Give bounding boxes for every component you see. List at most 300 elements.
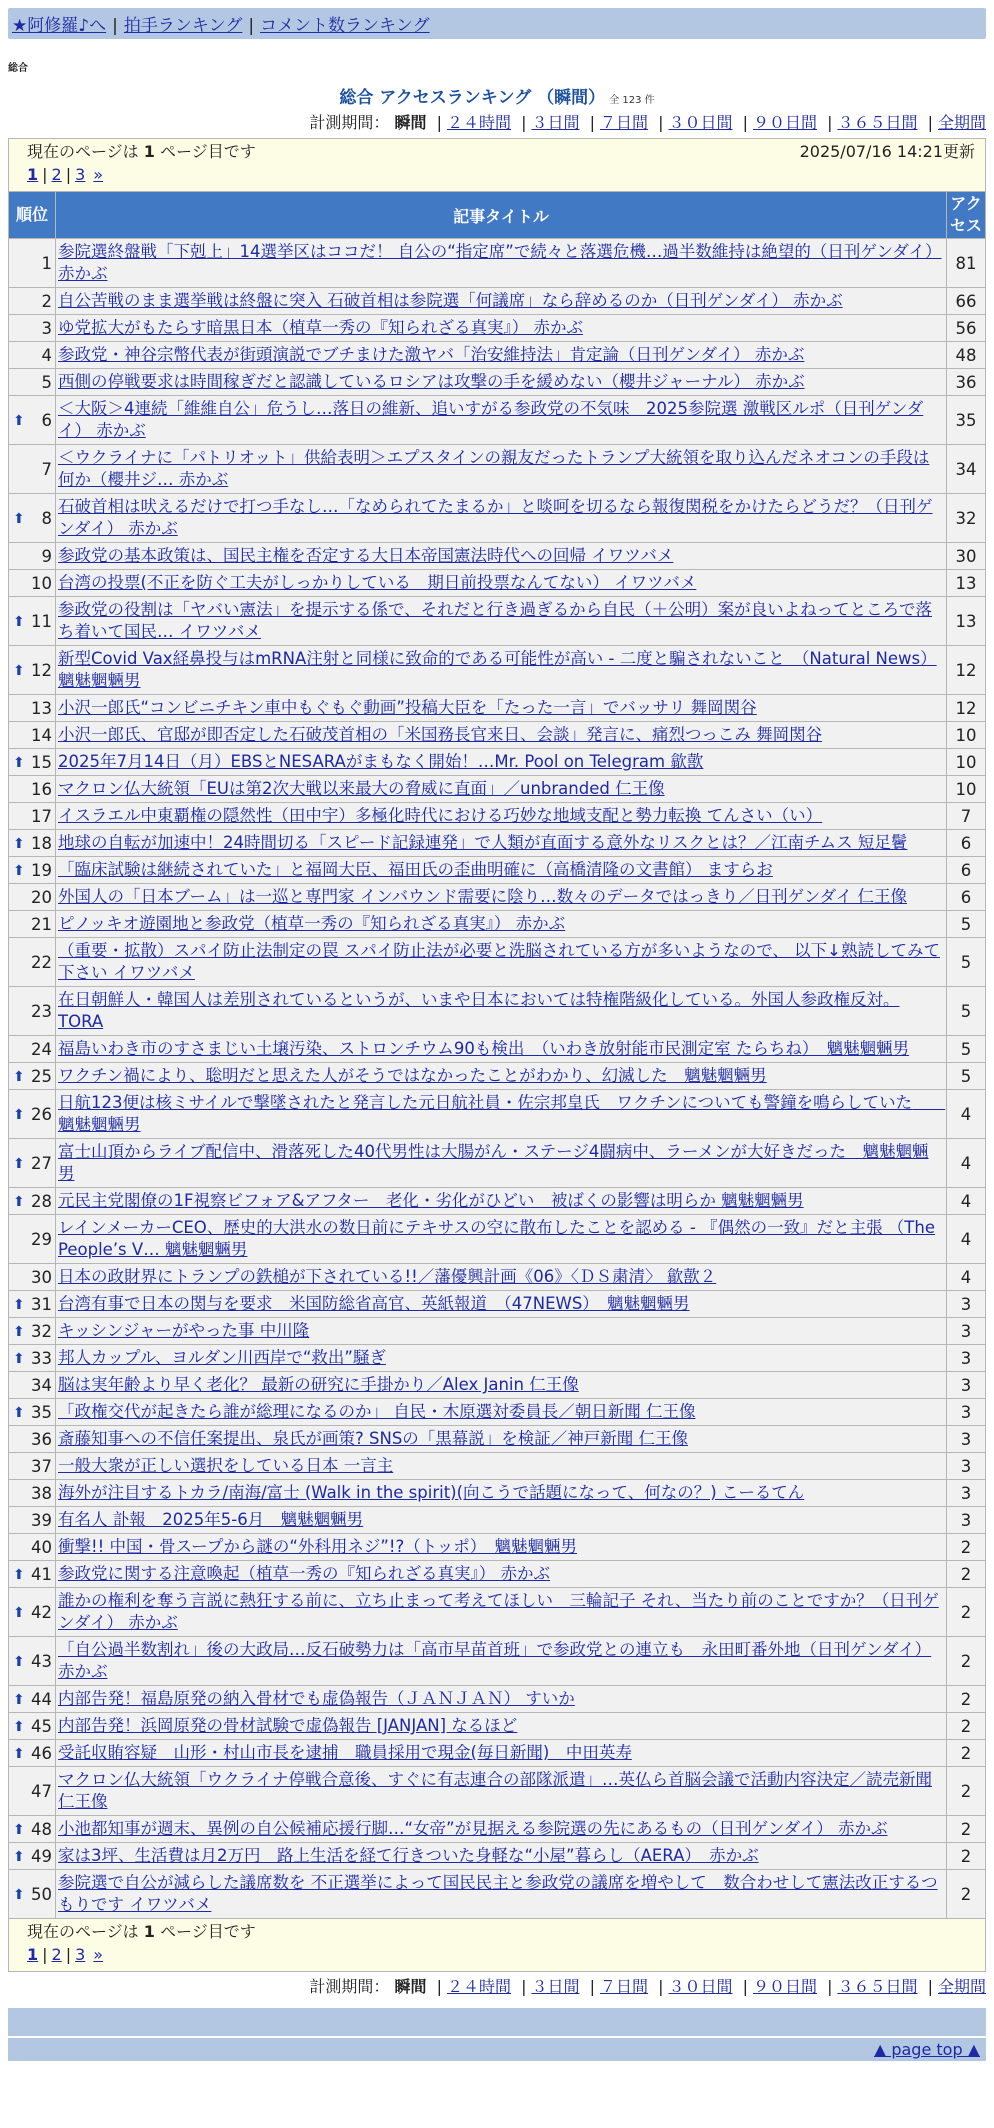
article-link[interactable]: 内部告発！福島原発の納入骨材でも虚偽報告（ＪＡＮＪＡＮ） すいか xyxy=(58,1689,575,1708)
period-link-24h[interactable]: ２４時間 xyxy=(446,1977,511,1996)
article-link[interactable]: 参院選終盤戦「下剋上」14選挙区はココだ！ 自公の“指定席”で続々と落選危機…過半数維持は絶望的（日刊ゲンダイ） 赤かぶ xyxy=(58,242,942,283)
table-row xyxy=(9,857,986,884)
page-link-1[interactable]: 1 xyxy=(27,1945,39,1964)
table-row xyxy=(9,1264,986,1291)
page-title-text: 総合 アクセスランキング （瞬間） xyxy=(339,88,606,108)
article-link[interactable]: 在日朝鮮人・韓国人は差別されているというが、いまや日本においては特権階級化している。外国人参政権反対。 TORA xyxy=(58,990,900,1031)
table-row xyxy=(9,1507,986,1534)
title-cell xyxy=(56,1713,947,1740)
table-row xyxy=(9,494,986,543)
access-count: 32 xyxy=(947,494,986,543)
rank-number: 39 xyxy=(31,1510,52,1530)
article-link[interactable]: 家は3坪、生活費は月2万円 路上生活を経て行きついた身軽な“小屋”暮らし（AERA） 赤かぶ xyxy=(58,1846,759,1865)
total-count: 全 123 件 xyxy=(609,95,655,106)
table-row xyxy=(9,695,986,722)
rank-number: 38 xyxy=(31,1483,52,1503)
access-count: 6 xyxy=(947,830,986,857)
article-link[interactable]: 参政党の基本政策は、国民主権を否定する大日本帝国憲法時代への回帰 イワツバメ xyxy=(58,546,674,565)
rank-number: 42 xyxy=(31,1602,52,1622)
table-row xyxy=(9,1843,986,1870)
access-count: 2 xyxy=(947,1534,986,1561)
rank-number: 28 xyxy=(31,1191,52,1211)
table-row xyxy=(9,1291,986,1318)
period-link-365d[interactable]: ３６５日間 xyxy=(837,113,918,132)
table-row xyxy=(9,938,986,987)
table-row xyxy=(9,1870,986,1919)
article-link[interactable]: 2025年7月14日（月）EBSとNESARAがまもなく開始！…Mr. Pool on Telegram 歙歖 xyxy=(58,752,704,771)
rank-cell xyxy=(9,1264,56,1291)
table-row xyxy=(9,1534,986,1561)
rank-cell xyxy=(9,288,56,315)
rank-cell xyxy=(9,1767,56,1816)
article-link[interactable]: 参政党に関する注意喚起（植草一秀の『知られざる真実』） 赤かぶ xyxy=(58,1564,550,1583)
table-row xyxy=(9,987,986,1036)
article-link[interactable]: 「自公過半数割れ」後の大政局…反石破勢力は「高市早苗首班」で参政党との連立も 永田町番外地（日刊ゲンダイ） 赤かぶ xyxy=(58,1640,932,1681)
article-link[interactable]: 受託収賄容疑 山形・村山市長を逮捕 職員採用で現金(毎日新聞) 中田英寿 xyxy=(58,1743,632,1762)
title-cell xyxy=(56,987,947,1036)
page-link-2[interactable]: 2 xyxy=(51,1945,62,1964)
rank-cell xyxy=(9,445,56,494)
page-top-link[interactable]: ▲ page top ▲ xyxy=(873,2040,980,2059)
article-link[interactable]: 富士山頂からライブ配信中、滑落死した40代男性は大腸がん・ステージ4闘病中、ラーメンが大好きだった 魑魅魍魎男 xyxy=(58,1142,929,1183)
period-label: 計測期間： xyxy=(309,1977,390,1996)
rank-number: 16 xyxy=(31,779,52,799)
access-count: 48 xyxy=(947,342,986,369)
rank-number: 26 xyxy=(31,1104,52,1124)
period-link-all[interactable]: 全期間 xyxy=(937,113,986,132)
page-status: 現在のページは 1 ページ目です xyxy=(27,142,256,161)
rank-cell xyxy=(9,369,56,396)
title-cell xyxy=(56,1090,947,1139)
access-count: 2 xyxy=(947,1686,986,1713)
title-cell xyxy=(56,1561,947,1588)
rank-number: 29 xyxy=(31,1229,52,1249)
pager-top: 現在のページは 1 ページ目です 2025/07/16 14:21更新 1 | 2 | 3 » xyxy=(9,139,986,192)
rank-number: 7 xyxy=(41,459,52,479)
table-row xyxy=(9,1399,986,1426)
rank-cell xyxy=(9,1561,56,1588)
access-count: 2 xyxy=(947,1843,986,1870)
table-row xyxy=(9,369,986,396)
article-link[interactable]: ピノッキオ遊園地と参政党（植草一秀の『知られざる真実』） 赤かぶ xyxy=(58,914,566,933)
col-header-rank: 順位 xyxy=(9,192,56,239)
breadcrumb: 総合 xyxy=(8,63,28,74)
page-link-2[interactable]: 2 xyxy=(51,165,62,184)
title-cell xyxy=(56,1063,947,1090)
ranking-rows xyxy=(9,239,986,1919)
table-row xyxy=(9,1637,986,1686)
article-link[interactable]: マクロン仏大統領「ウクライナ停戦合意後、すぐに有志連合の部隊派遣」…英仏ら首脳会議で活動内容決定／読売新聞 仁王像 xyxy=(58,1770,933,1811)
title-cell xyxy=(56,646,947,695)
rank-cell xyxy=(9,646,56,695)
access-count: 5 xyxy=(947,1036,986,1063)
page-link-3[interactable]: 3 xyxy=(75,1945,86,1964)
access-count: 6 xyxy=(947,884,986,911)
article-link[interactable]: 福島いわき市のすさまじい土壌汚染、ストロンチウム90も検出 （いわき放射能市民測定室 たらちね） 魑魅魍魎男 xyxy=(58,1039,910,1058)
period-link-7d[interactable]: ７日間 xyxy=(599,113,648,132)
period-current: 瞬間 xyxy=(394,113,427,132)
table-row xyxy=(9,1372,986,1399)
period-link-7d[interactable]: ７日間 xyxy=(599,1977,648,1996)
page-link-1[interactable]: 1 xyxy=(27,165,39,184)
title-cell xyxy=(56,1686,947,1713)
rank-cell xyxy=(9,1453,56,1480)
table-row xyxy=(9,315,986,342)
title-cell xyxy=(56,1588,947,1637)
table-row xyxy=(9,1740,986,1767)
article-link[interactable]: 斎藤知事への不信任案提出、泉氏が画策? SNSの「黒幕説」を検証／神戸新聞 仁王像 xyxy=(58,1429,689,1448)
article-link[interactable]: 一般大衆が正しい選択をしている日本 一言主 xyxy=(58,1456,394,1475)
access-count: 12 xyxy=(947,695,986,722)
rank-number: 6 xyxy=(41,410,52,430)
access-count: 30 xyxy=(947,543,986,570)
rank-cell xyxy=(9,1036,56,1063)
title-cell xyxy=(56,938,947,987)
up-arrow-icon: ⬆ xyxy=(13,1566,25,1583)
rank-cell xyxy=(9,1843,56,1870)
article-link[interactable]: 参政党・神谷宗幣代表が街頭演説でブチまけた激ヤバ「治安維持法」肯定論（日刊ゲンダイ） 赤かぶ xyxy=(58,345,805,364)
up-arrow-icon: ⬆ xyxy=(13,1193,25,1210)
title-cell xyxy=(56,911,947,938)
page-next-link[interactable]: » xyxy=(93,1945,104,1964)
rank-number: 32 xyxy=(31,1321,52,1341)
access-count: 5 xyxy=(947,938,986,987)
article-link[interactable]: ＜大阪＞4連続「維維自公」危うし…落日の維新、追いすがる参政党の不気味 2025参院選 激戦区ルポ（日刊ゲンダイ） 赤かぶ xyxy=(58,399,924,440)
table-row xyxy=(9,830,986,857)
rank-number: 30 xyxy=(31,1267,52,1287)
rank-number: 1 xyxy=(41,253,52,273)
title-cell xyxy=(56,288,947,315)
title-cell xyxy=(56,1767,947,1816)
article-link[interactable]: ＜ウクライナに「パトリオット」供給表明＞エプスタインの親友だったトランプ大統領を取り込んだネオコンの手段は何か（櫻井ジ… 赤かぶ xyxy=(58,448,930,489)
access-count: 56 xyxy=(947,315,986,342)
period-current: 瞬間 xyxy=(394,1977,427,1996)
rank-number: 9 xyxy=(41,546,52,566)
rank-cell xyxy=(9,1188,56,1215)
up-arrow-icon: ⬆ xyxy=(13,1323,25,1340)
page-next-link[interactable]: » xyxy=(93,165,104,184)
rank-number: 36 xyxy=(31,1429,52,1449)
access-count: 34 xyxy=(947,445,986,494)
access-count: 4 xyxy=(947,1188,986,1215)
title-cell xyxy=(56,1453,947,1480)
access-count: 3 xyxy=(947,1318,986,1345)
title-cell xyxy=(56,570,947,597)
article-link[interactable]: 元民主党閣僚の1F視察ビフォア&アフター 老化・劣化がひどい 被ばくの影響は明らか 魑魅魍魎男 xyxy=(58,1191,804,1210)
article-link[interactable]: 台湾有事で日本の関与を要求 米国防総省高官、英紙報道 （47NEWS） 魑魅魍魎男 xyxy=(58,1294,690,1313)
title-cell xyxy=(56,1291,947,1318)
article-link[interactable]: ゆ党拡大がもたらす暗黒日本（植草一秀の『知られざる真実』） 赤かぶ xyxy=(58,318,583,337)
article-link[interactable]: 誰かの権利を奪う言説に熱狂する前に、立ち止まって考えてほしい 三輪記子 それ、当たり前のことですか？（日刊ゲンダイ） 赤かぶ xyxy=(58,1591,939,1632)
title-cell xyxy=(56,1215,947,1264)
rank-cell xyxy=(9,695,56,722)
nav-link-clap-ranking[interactable]: 拍手ランキング xyxy=(123,16,243,36)
title-cell xyxy=(56,315,947,342)
title-cell xyxy=(56,857,947,884)
rank-number: 25 xyxy=(31,1066,52,1086)
period-link-90d[interactable]: ９０日間 xyxy=(752,113,817,132)
rank-number: 13 xyxy=(31,698,52,718)
rank-cell xyxy=(9,830,56,857)
access-count: 6 xyxy=(947,857,986,884)
article-link[interactable]: 小沢一郎氏、官邸が即否定した石破茂首相の「米国務長官来日、会談」発言に、痛烈つっこみ 舞岡関谷 xyxy=(58,725,823,744)
access-count: 2 xyxy=(947,1816,986,1843)
table-row xyxy=(9,884,986,911)
access-count: 3 xyxy=(947,1345,986,1372)
rank-number: 35 xyxy=(31,1402,52,1422)
access-count: 3 xyxy=(947,1372,986,1399)
table-row xyxy=(9,239,986,288)
title-cell xyxy=(56,884,947,911)
table-row xyxy=(9,1188,986,1215)
rank-cell xyxy=(9,315,56,342)
title-cell xyxy=(56,1139,947,1188)
nav-separator: | xyxy=(112,16,118,36)
rank-number: 40 xyxy=(31,1537,52,1557)
table-row xyxy=(9,722,986,749)
period-selector-top: 計測期間： 瞬間 | ２４時間 | ３日間 | ７日間 | ３０日間 | ９０日間 | ３６５日間 | 全期間 xyxy=(309,113,986,132)
table-row xyxy=(9,445,986,494)
access-count: 2 xyxy=(947,1713,986,1740)
table-row xyxy=(9,911,986,938)
period-link-30d[interactable]: ３０日間 xyxy=(668,1977,733,1996)
rank-cell xyxy=(9,749,56,776)
rank-number: 4 xyxy=(41,345,52,365)
table-row xyxy=(9,1139,986,1188)
article-link[interactable]: 自公苦戦のまま選挙戦は終盤に突入 石破首相は参院選「何議席」なら辞めるのか（日刊ゲンダイ） 赤かぶ xyxy=(58,291,843,310)
article-link[interactable]: イスラエル中東覇権の隠然性（田中宇）多極化時代における巧妙な地域支配と勢力転換 てんさい（い） xyxy=(58,806,823,825)
up-arrow-icon: ⬆ xyxy=(13,1691,25,1708)
table-row xyxy=(9,1215,986,1264)
page-link-3[interactable]: 3 xyxy=(75,165,86,184)
period-link-90d[interactable]: ９０日間 xyxy=(752,1977,817,1996)
article-link[interactable]: 内部告発！浜岡原発の骨材試験で虚偽報告 [JANJAN] なるほど xyxy=(58,1716,518,1735)
title-cell xyxy=(56,1480,947,1507)
rank-number: 43 xyxy=(31,1651,52,1671)
rank-cell xyxy=(9,239,56,288)
up-arrow-icon: ⬆ xyxy=(13,1106,25,1123)
footer-nav xyxy=(8,2038,986,2061)
rank-cell xyxy=(9,1399,56,1426)
title-cell xyxy=(56,342,947,369)
table-row xyxy=(9,1767,986,1816)
rank-cell xyxy=(9,1139,56,1188)
rank-number: 14 xyxy=(31,725,52,745)
access-count: 12 xyxy=(947,646,986,695)
rank-number: 20 xyxy=(31,887,52,907)
ranking-table xyxy=(8,138,986,1972)
access-count: 35 xyxy=(947,396,986,445)
period-link-3d[interactable]: ３日間 xyxy=(531,1977,580,1996)
up-arrow-icon: ⬆ xyxy=(13,412,25,429)
article-link[interactable]: ワクチン禍により、聡明だと思えた人がそうではなかったことがわかり、幻滅した 魑魅魍魎男 xyxy=(58,1066,767,1085)
rank-cell xyxy=(9,1713,56,1740)
access-count: 2 xyxy=(947,1637,986,1686)
article-link[interactable]: （重要・拡散）スパイ防止法制定の罠 スパイ防止法が必要と洗脳されている方が多いようなので、 以下↓熟読してみて下さい イワツバメ xyxy=(58,941,940,982)
rank-cell xyxy=(9,1507,56,1534)
title-cell xyxy=(56,1870,947,1919)
access-count: 5 xyxy=(947,1063,986,1090)
access-count: 3 xyxy=(947,1399,986,1426)
rank-cell xyxy=(9,938,56,987)
rank-number: 47 xyxy=(31,1781,52,1801)
rank-number: 48 xyxy=(31,1819,52,1839)
access-count: 2 xyxy=(947,1767,986,1816)
up-arrow-icon: ⬆ xyxy=(13,1350,25,1367)
up-arrow-icon: ⬆ xyxy=(13,1296,25,1313)
table-row xyxy=(9,1426,986,1453)
rank-cell xyxy=(9,776,56,803)
rank-number: 24 xyxy=(31,1039,52,1059)
rank-number: 10 xyxy=(31,573,52,593)
rank-number: 5 xyxy=(41,372,52,392)
article-link[interactable]: レインメーカーCEO、歴史的大洪水の数日前にテキサスの空に散布したことを認める - 『偶然の一致』だと主張 （The People’s V… 魑魅魍魎男 xyxy=(58,1218,935,1259)
rank-number: 19 xyxy=(31,860,52,880)
period-link-365d[interactable]: ３６５日間 xyxy=(837,1977,918,1996)
article-link[interactable]: 衝撃!! 中国・骨スープから謎の“外科用ネジ”!?（トッポ） 魑魅魍魎男 xyxy=(58,1537,578,1556)
title-cell xyxy=(56,1188,947,1215)
article-link[interactable]: 日航123便は核ミサイルで撃墜されたと発言した元日航社員・佐宗邦皇氏 ワクチンについても警鐘を鳴らしていた 魑魅魍魎男 xyxy=(58,1093,946,1134)
rank-number: 23 xyxy=(31,1001,52,1021)
article-link[interactable]: 小池都知事が週末、異例の自公候補応援行脚…“女帝”が見据える参院選の先にあるもの（日刊ゲンダイ） 赤かぶ xyxy=(58,1819,888,1838)
article-link[interactable]: 新型Covid Vax経鼻投与はmRNA注射と同様に致命的である可能性が高い - 二度と騙されないこと （Natural News） 魑魅魍魎男 xyxy=(58,649,937,690)
title-cell xyxy=(56,1843,947,1870)
access-count: 10 xyxy=(947,749,986,776)
rank-number: 37 xyxy=(31,1456,52,1476)
article-link[interactable]: 台湾の投票(不正を防ぐ工夫がしっかりしている 期日前投票なんてない） イワツバメ xyxy=(58,573,697,592)
article-link[interactable]: 西側の停戦要求は時間稼ぎだと認識しているロシアは攻撃の手を緩めない（櫻井ジャーナル） 赤かぶ xyxy=(58,372,805,391)
rank-number: 34 xyxy=(31,1375,52,1395)
title-cell xyxy=(56,1740,947,1767)
up-arrow-icon: ⬆ xyxy=(13,1653,25,1670)
title-cell xyxy=(56,722,947,749)
nav-link-home[interactable]: ★阿修羅♪へ xyxy=(12,16,107,36)
up-arrow-icon: ⬆ xyxy=(13,510,25,527)
article-link[interactable]: 日本の政財界にトランプの鉄槌が下されている!!／藩優興計画《06》〈ＤＳ粛清〉 歙歖２ xyxy=(58,1267,717,1286)
article-link[interactable]: 「臨床試験は継続されていた」と福岡大臣、福田氏の歪曲明確に（高橋清隆の文書館） ますらお xyxy=(58,860,773,879)
access-count: 81 xyxy=(947,239,986,288)
up-arrow-icon: ⬆ xyxy=(13,754,25,771)
rank-cell xyxy=(9,1372,56,1399)
rank-cell xyxy=(9,342,56,369)
article-link[interactable]: 邦人カップル、ヨルダン川西岸で“救出”騒ぎ xyxy=(58,1348,386,1367)
table-row xyxy=(9,646,986,695)
article-link[interactable]: 参政党の役割は「ヤバい憲法」を提示する係で、それだと行き過ぎるから自民（＋公明）案が良いよねってところで落ち着いて国民… イワツバメ xyxy=(58,600,933,641)
rank-cell xyxy=(9,857,56,884)
title-cell xyxy=(56,1399,947,1426)
access-count: 4 xyxy=(947,1139,986,1188)
access-count: 5 xyxy=(947,987,986,1036)
period-link-all[interactable]: 全期間 xyxy=(937,1977,986,1996)
article-link[interactable]: 外国人の「日本ブーム」は一巡と専門家 インバウンド需要に陰り…数々のデータではっきり／日刊ゲンダイ 仁王像 xyxy=(58,887,908,906)
table-row xyxy=(9,749,986,776)
rank-cell xyxy=(9,396,56,445)
article-link[interactable]: 「政権交代が起きたら誰が総理になるのか」 自民・木原選対委員長／朝日新聞 仁王像 xyxy=(58,1402,696,1421)
table-row xyxy=(9,288,986,315)
table-row xyxy=(9,396,986,445)
title-cell xyxy=(56,1264,947,1291)
title-cell xyxy=(56,543,947,570)
rank-cell xyxy=(9,543,56,570)
article-link[interactable]: 有名人 訃報 2025年5-6月 魑魅魍魎男 xyxy=(58,1510,364,1529)
access-count: 3 xyxy=(947,1480,986,1507)
title-cell xyxy=(56,1816,947,1843)
access-count: 13 xyxy=(947,597,986,646)
table-row xyxy=(9,1480,986,1507)
rank-number: 17 xyxy=(31,806,52,826)
nav-link-comment-ranking[interactable]: コメント数ランキング xyxy=(260,16,430,36)
period-selector-bottom: 計測期間： 瞬間 | ２４時間 | ３日間 | ７日間 | ３０日間 | ９０日間 | ３６５日間 | 全期間 xyxy=(309,1977,986,1996)
up-arrow-icon: ⬆ xyxy=(13,1718,25,1735)
rank-number: 33 xyxy=(31,1348,52,1368)
access-count: 3 xyxy=(947,1507,986,1534)
col-header-access: アクセス xyxy=(947,192,986,239)
article-link[interactable]: 海外が注目するトカラ/南海/富士 (Walk in the spirit)(向こうで話題になって、何なの？) こーるてん xyxy=(58,1483,805,1502)
title-cell xyxy=(56,1426,947,1453)
top-nav xyxy=(8,8,986,39)
article-link[interactable]: 脳は実年齢より早く老化？ 最新の研究に手掛かり／Alex Janin 仁王像 xyxy=(58,1375,579,1394)
article-link[interactable]: 石破首相は吠えるだけで打つ手なし…「なめられてたまるか」と啖呵を切るなら報復関税をかけたらどうだ？（日刊ゲンダイ） 赤かぶ xyxy=(58,497,933,538)
up-arrow-icon: ⬆ xyxy=(13,1404,25,1421)
rank-cell xyxy=(9,722,56,749)
article-link[interactable]: 地球の自転が加速中！24時間切る「スピード記録連発」で人類が直面する意外なリスクとは？／江南チムス 短足鬢 xyxy=(58,833,908,852)
rank-number: 18 xyxy=(31,833,52,853)
article-link[interactable]: マクロン仏大統領「EUは第2次大戦以来最大の脅威に直面」／unbranded 仁王像 xyxy=(58,779,665,798)
rank-cell xyxy=(9,597,56,646)
title-cell xyxy=(56,776,947,803)
rank-number: 22 xyxy=(31,952,52,972)
nav-separator: | xyxy=(248,16,255,36)
table-row xyxy=(9,1686,986,1713)
title-cell xyxy=(56,695,947,722)
rank-cell xyxy=(9,1637,56,1686)
up-arrow-icon: ⬆ xyxy=(13,1604,25,1621)
up-arrow-icon: ⬆ xyxy=(13,862,25,879)
access-count: 2 xyxy=(947,1740,986,1767)
rank-number: 50 xyxy=(31,1884,52,1904)
rank-number: 41 xyxy=(31,1564,52,1584)
title-cell xyxy=(56,597,947,646)
access-count: 5 xyxy=(947,911,986,938)
rank-number: 49 xyxy=(31,1846,52,1866)
period-label: 計測期間： xyxy=(309,113,390,132)
table-row xyxy=(9,1561,986,1588)
title-cell xyxy=(56,396,947,445)
article-link[interactable]: キッシンジャーがやった事 中川隆 xyxy=(58,1321,310,1340)
title-cell xyxy=(56,830,947,857)
period-link-24h[interactable]: ２４時間 xyxy=(446,113,511,132)
access-count: 4 xyxy=(947,1264,986,1291)
period-link-3d[interactable]: ３日間 xyxy=(531,113,580,132)
rank-cell xyxy=(9,1816,56,1843)
access-count: 66 xyxy=(947,288,986,315)
rank-number: 3 xyxy=(41,318,52,338)
title-cell xyxy=(56,1507,947,1534)
title-cell xyxy=(56,749,947,776)
up-arrow-icon: ⬆ xyxy=(13,1848,25,1865)
period-link-30d[interactable]: ３０日間 xyxy=(668,113,733,132)
access-count: 10 xyxy=(947,722,986,749)
up-arrow-icon: ⬆ xyxy=(13,1155,25,1172)
rank-cell xyxy=(9,884,56,911)
access-count: 10 xyxy=(947,776,986,803)
table-row xyxy=(9,597,986,646)
page-title xyxy=(8,83,986,108)
article-link[interactable]: 小沢一郎氏“コンビニチキン車中もぐもぐ動画”投稿大臣を「たった一言」でバッサリ 舞岡関谷 xyxy=(58,698,757,717)
title-cell xyxy=(56,1637,947,1686)
title-cell xyxy=(56,494,947,543)
article-link[interactable]: 参院選で自公が減らした議席数を 不正選挙によって国民民主と参政党の議席を増やして 数合わせして憲法改正するつもりです イワツバメ xyxy=(58,1873,938,1914)
